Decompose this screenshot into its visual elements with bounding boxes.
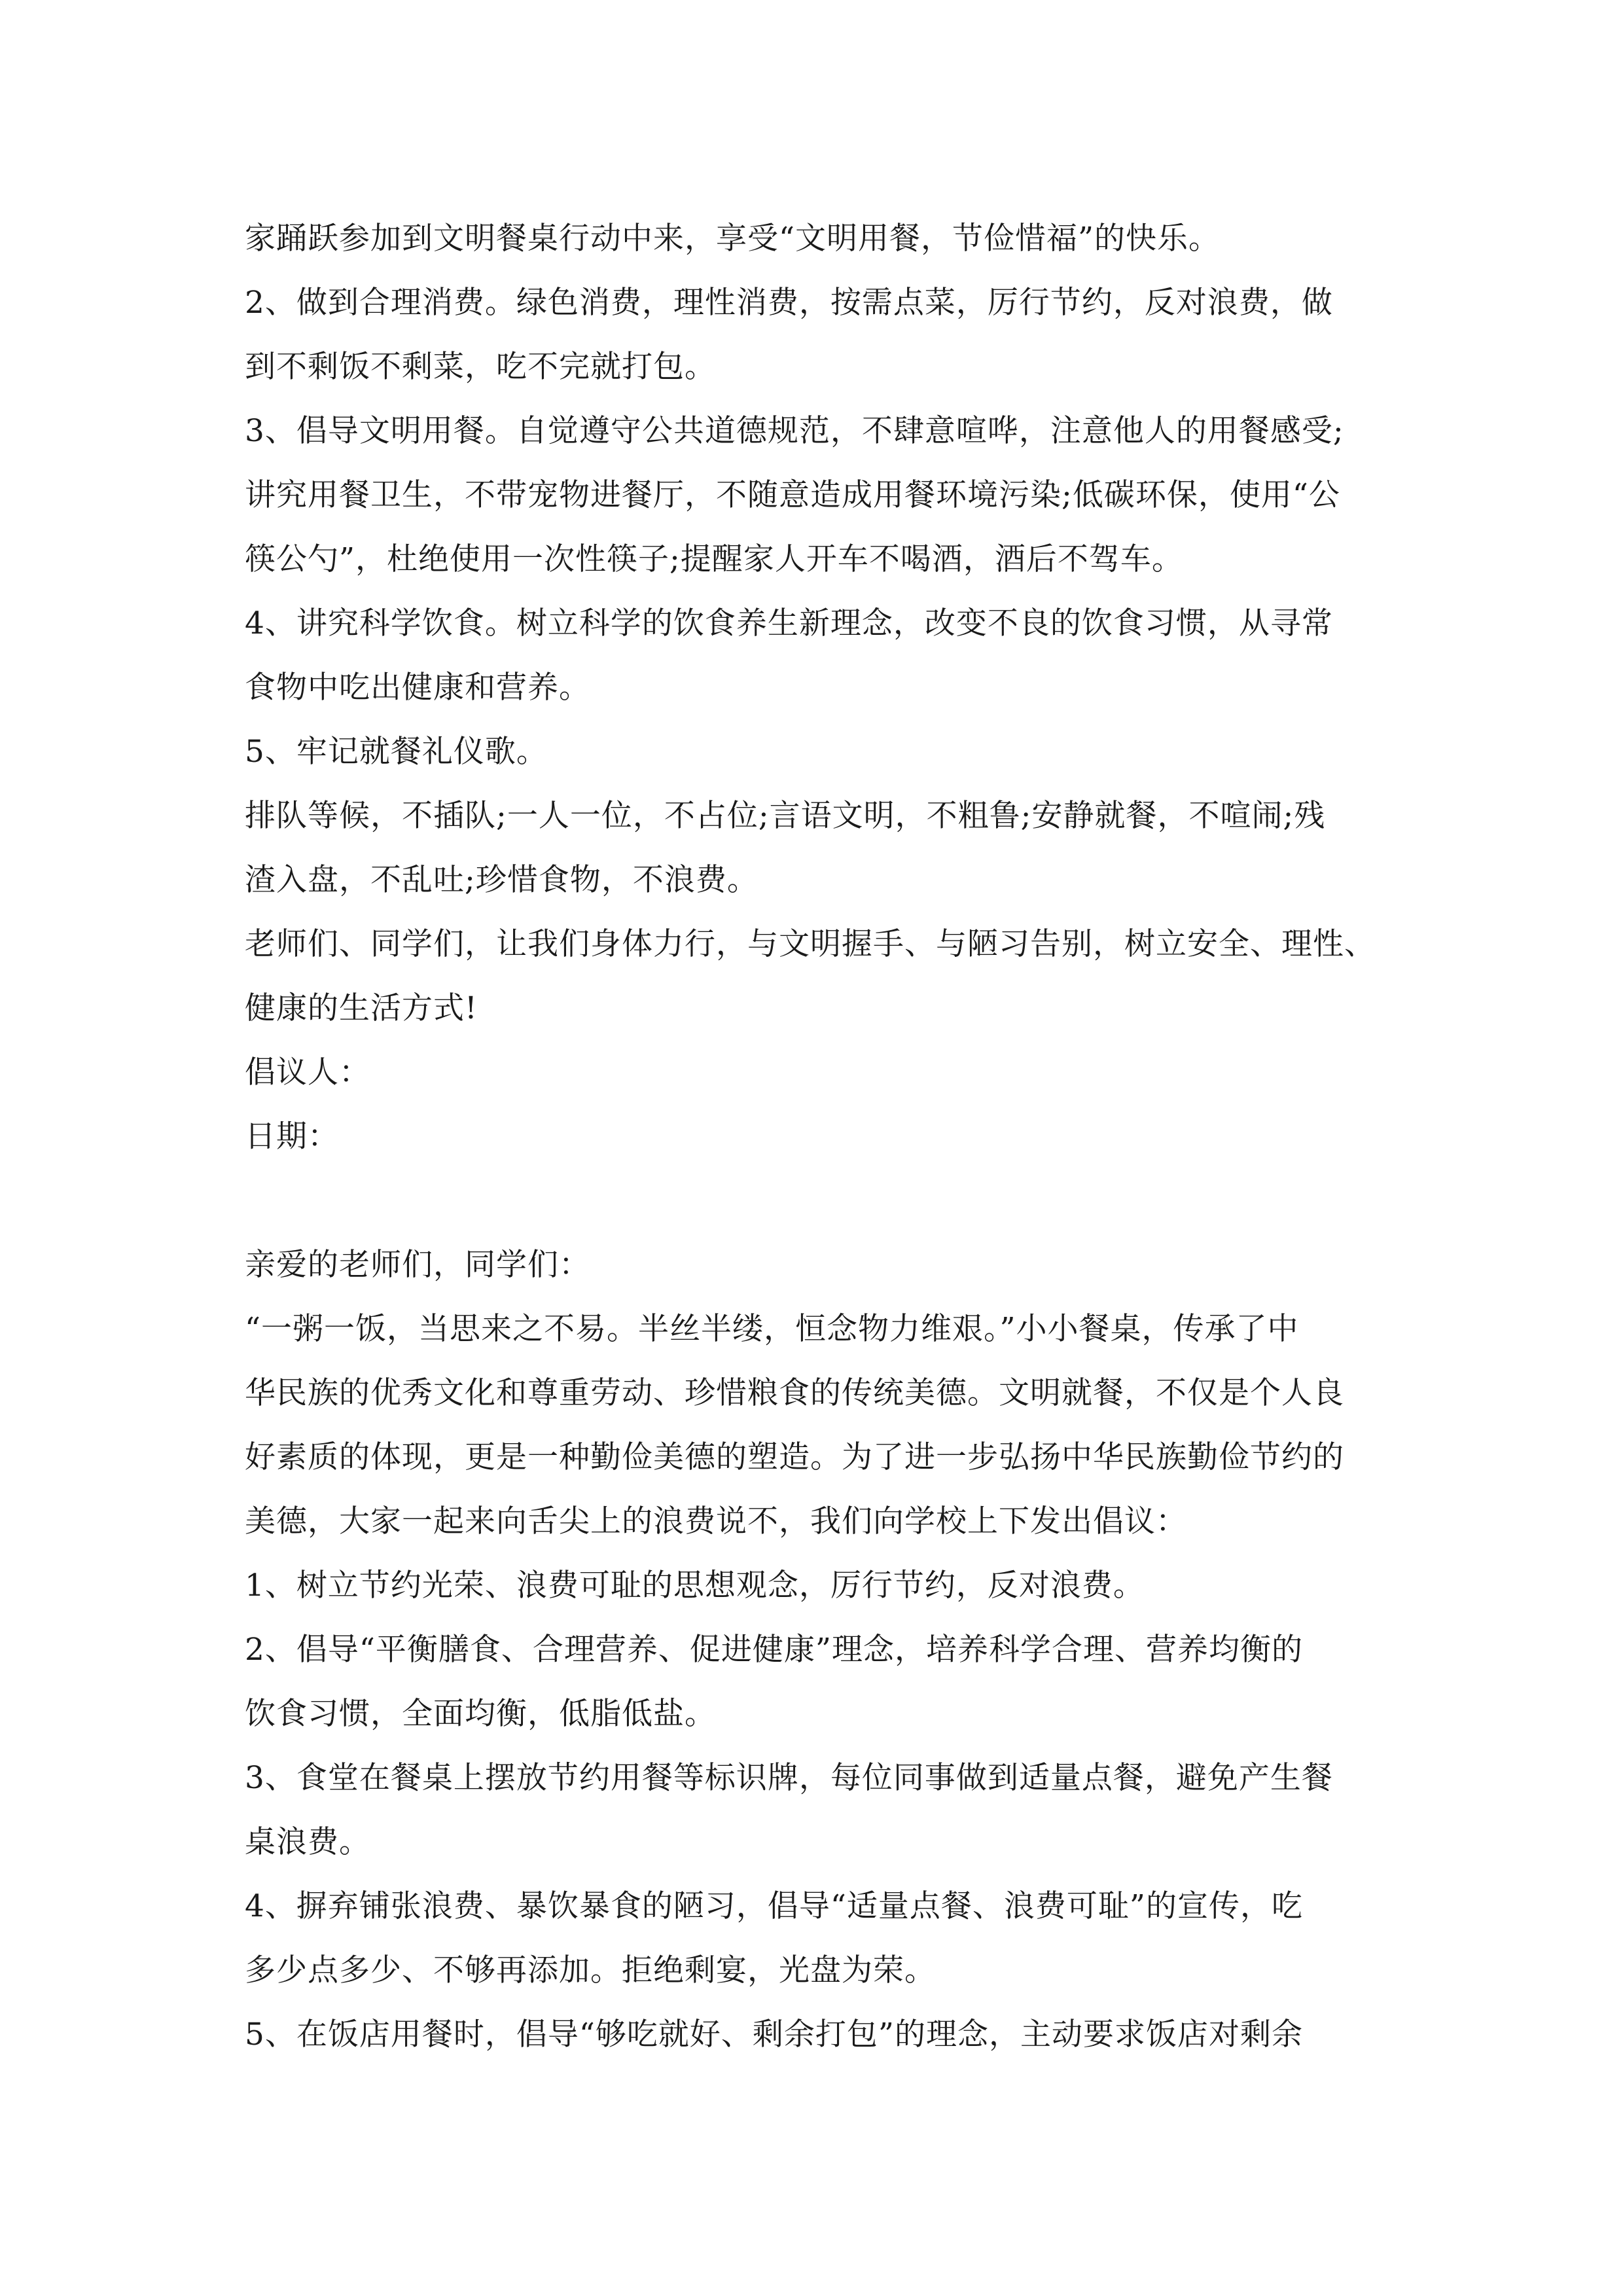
- text-line: 到不剩饭不剩菜，吃不完就打包。: [245, 349, 716, 385]
- text-line: 好素质的体现，更是一种勤俭美德的塑造。为了进一步弘扬中华民族勤俭节约的: [245, 1439, 1344, 1475]
- initiator-label: 倡议人：: [245, 1054, 370, 1090]
- text-line: 华民族的优秀文化和尊重劳动、珍惜粮食的传统美德。文明就餐，不仅是个人良: [245, 1375, 1344, 1411]
- text-line: 4、摒弃铺张浪费、暴饮暴食的陋习，倡导“适量点餐、浪费可耻”的宣传，吃: [245, 1888, 1303, 1924]
- text-line: 排队等候，不插队;一人一位，不占位;言语文明，不粗鲁;安静就餐，不喧闹;残: [245, 798, 1326, 834]
- text-line: 2、倡导“平衡膳食、合理营养、促进健康”理念，培养科学合理、营养均衡的: [245, 1632, 1303, 1668]
- text-line: 美德，大家一起来向舌尖上的浪费说不，我们向学校上下发出倡议：: [245, 1503, 1187, 1539]
- text-line: 饮食习惯，全面均衡，低脂低盐。: [245, 1696, 716, 1732]
- text-line: 2、做到合理消费。绿色消费，理性消费，按需点菜，厉行节约，反对浪费，做: [245, 285, 1333, 321]
- text-line: 4、讲究科学饮食。树立科学的饮食养生新理念，改变不良的饮食习惯，从寻常: [245, 605, 1333, 641]
- text-line: 5、牢记就餐礼仪歌。: [245, 734, 548, 770]
- text-line: 多少点多少、不够再添加。拒绝剩宴，光盘为荣。: [245, 1952, 936, 1988]
- text-line: 健康的生活方式!: [245, 990, 478, 1026]
- text-line: 1、树立节约光荣、浪费可耻的思想观念，厉行节约，反对浪费。: [245, 1568, 1145, 1604]
- section-initiative-part2: [245, 1233, 1383, 2067]
- text-line: 讲究用餐卫生，不带宠物进餐厅，不随意造成用餐环境污染;低碳环保，使用“公: [245, 477, 1340, 513]
- text-line: 老师们、同学们，让我们身体力行，与文明握手、与陋习告别，树立安全、理性、: [245, 926, 1376, 962]
- date-label: 日期：: [245, 1119, 339, 1155]
- text-line: 筷公勺”，杜绝使用一次性筷子;提醒家人开车不喝酒，酒后不驾车。: [245, 541, 1183, 577]
- text-line: 渣入盘，不乱吐;珍惜食物，不浪费。: [245, 862, 758, 898]
- section-spacer: [245, 1169, 1383, 1233]
- section-initiative-part1: [245, 207, 1383, 1169]
- text-line: 5、在饭店用餐时，倡导“够吃就好、剩余打包”的理念，主动要求饭店对剩余: [245, 2017, 1303, 2053]
- text-line: 食物中吃出健康和营养。: [245, 670, 590, 706]
- text-line: 3、食堂在餐桌上摆放节约用餐等标识牌，每位同事做到适量点餐，避免产生餐: [245, 1760, 1333, 1796]
- document-body: [245, 207, 1383, 2067]
- text-line: 3、倡导文明用餐。自觉遵守公共道德规范，不肆意喧哗，注意他人的用餐感受;: [245, 413, 1344, 449]
- salutation: 亲爱的老师们，同学们：: [245, 1247, 590, 1283]
- text-line: “一粥一饭，当思来之不易。半丝半缕，恒念物力维艰。”小小餐桌，传承了中: [245, 1311, 1299, 1347]
- text-line: 家踊跃参加到文明餐桌行动中来，享受“文明用餐，节俭惜福”的快乐。: [245, 221, 1221, 257]
- text-line: 桌浪费。: [245, 1824, 370, 1860]
